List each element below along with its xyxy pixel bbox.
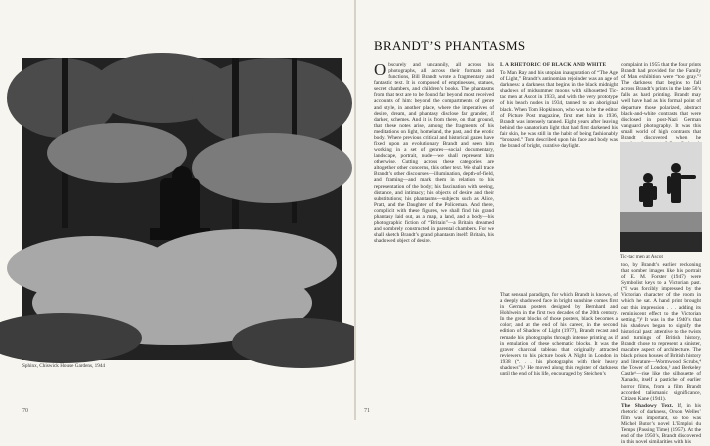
right-page [356,0,710,446]
column-2-continued [500,292,618,378]
tic-tac-men-photo-icon [620,142,702,252]
column-1-text: bscurely and uncannily, all across his photographs, all across their formats and functions, Bill Brandt wrote a fragmentary and fantastic text. It is composed of emptinesses, statues, secret chambers, and children’s books. The phantasms from that text are to be found far beyond most received accounts of him: beyond the compartments of genre and style, in another place, where the imperatives of desire, dream, and phantasy disclose far grander, if darker, schemes. And it is from there, on that ground, that these notes arise, among the fragments of his meditations on light, homeland, the past, and the erotic body. Where previous critical and historical gazes have fixed upon an evolutionary Brandt and seen him working in a set of genres—social documentary, landscape, portrait, nude—we shall represent him otherwise. Cutting across these categories are altogether other concerns, this other text. We shall trace Brandt’s other discourses—illumination, depth-of-field, and framing—and mark them in relation to his representation of the body; his fascination with seeing, distance, and intimacy; his objects of desire and their substitutions; his phantasms—subjects such as Alice, Pratt, and the Daughter of the Policeman. And there, complicit with these figures, we shall find his grand phantasy laid out, as a map, a land, and a body—his photographic fiction of “Britain”—a Britain dreamed and sombrely constructed in parental chambers. For we shall sketch Brandt’s grand phantasm itself: Britain, his shadowed object of desire. [374,62,494,245]
subsection-text: If, in his rhetoric of darkness, Orson Welles’ film was important, so too was Michel Butor’s novel L’Emploi du Temps (Passing Time) (1957). At the end of the 1950’s, Brandt discovered in this novel similarities with his [621,402,701,446]
column-2-text: To Man Ray and his utopian inauguration of “The Age of Light,” Brandt’s antinomian rejoinder was an age of darkness: a darkness that begins in the black midnight shadows of midsummer moons with silhouetted Tic-tac men at Ascot in 1933, and with the very prototype of his beach nudes in 1934, tanned to an aboriginal black. When Tom Hopkinson, who was to be the editor of Picture Post magazine, first met him in 1936, Brandt was intensely tanned. Eight years after leaving behind the sanatorium light that had first darkened his fair skin, he was still in the habit of being fashionably “bronzed.” Tom described upon his face and body was the brand of bright, curative daylight. [500,70,618,150]
ascot-photo [620,142,702,252]
column-1 [374,62,494,244]
subsection-paragraph [621,403,701,446]
sphinx-photo [22,58,342,360]
section-heading: I. A RHETORIC OF BLACK AND WHITE [500,62,607,68]
left-page [0,0,354,420]
column-3-continued [621,262,701,446]
photo-caption: Tic-tac men at Ascot [620,254,663,260]
page-number: 71 [364,408,370,414]
column-2 [500,62,618,150]
column-3-continued-text: too, by Brandt’s earlier reckoning that somber images like his portrait of E. M. Forster (1947) were Symbolist keys to a Victorian past. (“I was forcibly impressed by the Victorian character of the room in which he sat. A hand print brought out this impression . . . adding its reminiscent effect to the Victorian setting.”)³ It was in the 1940’s that his shadows began to signify the historical past: attentive to the twists and turnings of British history, Brandt chose to represent a sinister, macabre aspect of architecture. The black prison houses of British history and literature—Wormwood Scrubs,⁴ the Tower of London,⁵ and Berkeley Castle⁶—rise like the silhouette of Xanadu, itself a pastiche of earlier horror films, from a film Brandt accorded talismanic significance, Citizen Kane (1941). [621,262,702,402]
sphinx-photo-icon [22,58,342,360]
article-title: BRANDT’S PHANTASMS [374,38,526,53]
page-number: 70 [22,408,28,414]
column-3-text: complaint in 1955 that the four prints Brandt had provided for the Family of Man exhibition were “too gray.”² The darkness that begins to fall across Brandt’s prints in the late 50’s falls as hard printing. Brandt may well have had as his formal point of departure those polarized, abstract black-and-white contrasts that were disclosed in post-Nazi German vanguard photography. It was this small world of high contrasts that Brandt discovered when he [621,62,701,141]
column-2-continued-text: That sensual paradigm, for which Brandt is known, of a deeply shadowed face in bright sunshine comes first in German posters designed by Bernhard and Hohlwein in the first two decades of the 20th century. In the great blocks of those posters, black becomes a color; and at the end of his career, in the second edition of Shadow of Light (1977), Brandt recast and remade his photographs through intense printing as if in emulation of these schematic blocks. It was the graver charcoal tableau that originally attracted reviewers to his picture book A Night in London in 1938 (“. . . his photographs with their heavy shadows”).¹ He moved along this register of darkness until the end of his life, encouraged by Steichen’s [500,292,618,378]
subsection-heading: The Shadowy Text. [621,402,674,409]
photo-caption: Sphinx, Chiswick House Gardens, 1944 [22,363,105,369]
drop-cap: O [374,60,387,79]
